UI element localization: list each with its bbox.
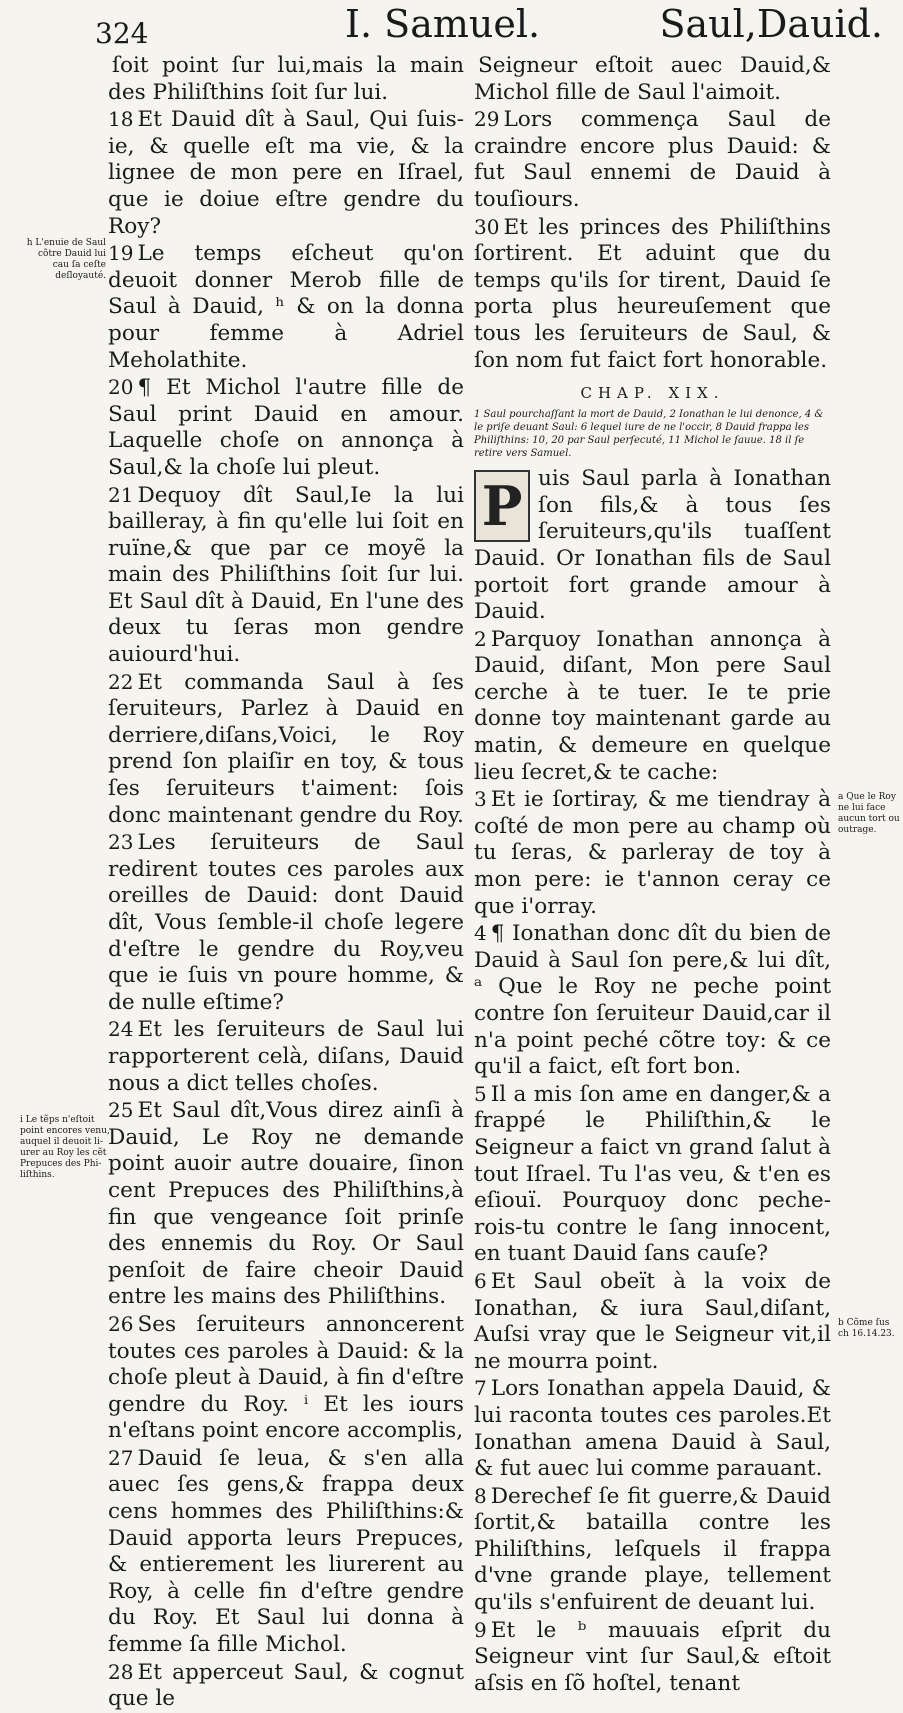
verse: ſoit point ſur lui,mais la main des Philiſthins ſoit ſur lui.	[108, 53, 464, 105]
verse-23: 23 Les ſeruiteurs de Saul redirent toutes ces paroles aux oreilles de Dauid: dont Dauid dît, Vous ſemble-il choſe legere d'eſtre le gendre du Roy,veu que ie ſuis vn poure homme, & de nulle eſtime?	[108, 830, 464, 1015]
dropcap-initial: P	[474, 470, 530, 542]
verse-2: 2 Parquoy Ionathan annonça à Dauid, diſant, Mon pere Saul cerche à te tuer. Ie te prie donne toy maintenant garde au matin, & demeure en quelque lieu ſecret,& te cache:	[474, 626, 831, 785]
verse-9: 9 Et le ᵇ mauuais eſprit du Seigneur vint ſur Saul,& eſtoit aſsis en ſõ hoſtel, tenant	[474, 1617, 831, 1696]
running-head: Saul,Dauid.	[659, 2, 883, 46]
margin-note-i: i Le tẽps n'eſtoit point encores venu, auquel il deuoit liurer au Roy les cẽt Prepuces des Philiſthins.	[20, 1115, 110, 1180]
chapter-title: CHAP. XIX.	[580, 384, 725, 403]
margin-note-a: a Que le Roy ne lui face aucun tort ou outrage.	[838, 792, 900, 835]
left-column	[108, 52, 464, 1713]
verse-26: 26 Ses ſeruiteurs annoncerent toutes ces paroles à Dauid: & la choſe pleut à Dauid, à fin d'eſtre gendre du Roy. ⁱ Et les iours n'eſtans point encore accomplis,	[108, 1311, 464, 1444]
right-column	[474, 52, 831, 1697]
verse-22: 22 Et commanda Saul à ſes ſeruiteurs, Parlez à Dauid en derriere,diſans,Voici, le Roy prend ſon plaiſir en toy, & tous ſes ſeruiteurs t'aiment: ſois donc maintenant gendre du Roy.	[108, 669, 464, 828]
verse: Seigneur eſtoit auec Dauid,& Michol fille de Saul l'aimoit.	[474, 53, 831, 105]
book-title: I. Samuel.	[345, 2, 541, 46]
verse-27: 27 Dauid ſe leua, & s'en alla auec ſes gens,& frappa deux cens hommes des Philiſthins:& Dauid apporta leurs Prepuces, & entierement les liurerent au Roy, à celle fin d'eſtre gendre du Roy. Et Saul lui donna à femme ſa fille Michol.	[108, 1445, 464, 1658]
verse-1: P uis Saul parla à Ionathan ſon fils,& à tous ſes ſeruiteurs,qu'ils tuaſſent Dauid. Or Ionathan fils de Saul portoit fort grande amour à Dauid.	[474, 466, 831, 625]
verse-7: 7 Lors Ionathan appela Dauid, & lui raconta toutes ces paroles.Et Ionathan amena Dauid à Saul, & fut auec lui comme parauant.	[474, 1376, 831, 1482]
margin-note-b: b Cõme ſus ch 16.14.23.	[838, 1318, 895, 1339]
verse-24: 24 Et les ſeruiteurs de Saul lui rapporterent celà, diſans, Dauid nous a dict telles choſes.	[108, 1017, 464, 1096]
verse-30: 30 Et les princes des Philiſthins ſortirent. Et aduint que du temps qu'ils ſor tirent, Dauid ſe porta plus heureuſement que tous les ſeruiteurs de Saul, & ſon nom fut faict fort honorable.	[474, 214, 831, 373]
chapter-summary: 1 Saul pourchaſſant la mort de Dauid, 2 Ionathan le lui denonce, 4 & le priſe deuant Saul: 6 lequel iure de ne l'occir, 8 Dauid frappa les Philiſthins: 10, 20 par Saul perſecuté, 11 Michol le ſauue. 18 il ſe retire vers Samuel.	[474, 409, 824, 460]
verse-6: 6 Et Saul obeït à la voix de Ionathan, & iura Saul,diſant, Auſsi vray que le Seigneur vit,il ne mourra point.	[474, 1268, 831, 1374]
page-number: 324	[95, 17, 149, 50]
verse-3: 3 Et ie ſortiray, & me tiendray à coſté de mon pere au champ où tu ſeras, & parleray de toy à mon pere: ie t'annon ceray ce que i'orray.	[474, 787, 831, 919]
verse-18: 18 Et Dauid dît à Saul, Qui ſuis-ie, & quelle eſt ma vie, & la lignee de mon pere en Iſrael, que ie doiue eſtre gendre du Roy?	[108, 107, 464, 239]
verse-4: 4 ¶ Ionathan donc dît du bien de Dauid à Saul ſon pere,& lui dît, ᵃ Que le Roy ne peche point contre ſon ſeruiteur Dauid,car il n'a point peché cõtre toy: & ce qu'il a faict, eſt fort bon.	[474, 921, 831, 1080]
verse-5: 5 Il a mis ſon ame en danger,& a frappé le Philiſthin,& le Seigneur a faict vn grand ſalut à tout Iſrael. Tu l'as veu, & t'en es eſiouï. Pourquoy donc pecherois-tu contre le ſang innocent, en tuant Dauid ſans cauſe?	[474, 1081, 831, 1267]
verse-28: 28 Et apperceut Saul, & cognut que le	[108, 1659, 464, 1712]
verse-8: 8 Derechef ſe fit guerre,& Dauid ſortit,& batailla contre les Philiſthins, leſquels il frappa d'vne grande playe, tellement qu'ils s'enfuirent de deuant lui.	[474, 1483, 831, 1616]
verse-20: 20 ¶ Et Michol l'autre fille de Saul print Dauid en amour. Laquelle choſe on annonça à Saul,& la choſe lui pleut.	[108, 375, 464, 480]
verse-19: 19 Le temps eſcheut qu'on deuoit donner Merob fille de Saul à Dauid, ʰ & on la donna pour femme à Adriel Meholathite.	[108, 241, 464, 373]
verse-21: 21 Dequoy dît Saul,Ie la lui bailleray, à fin qu'elle lui ſoit en ruïne,& que par ce moyẽ la main des Philiſthins ſoit ſur lui. Et Saul dît à Dauid, En l'une des deux tu ſeras mon gendre auiourd'hui.	[108, 482, 464, 668]
margin-note-h: h L'enuie de Saul cõtre Dauid lui cau ſa ceſte deſloyauté.	[26, 238, 106, 281]
verse-29: 29 Lors commença Saul de craindre encore plus Dauid: & fut Saul ennemi de Dauid à touſiours.	[474, 107, 831, 212]
verse-25: 25 Et Saul dît,Vous direz ainſi à Dauid, Le Roy ne demande point auoir autre douaire, ſinon cent Prepuces des Philiſthins,à fin que vengeance ſoit prinſe des ennemis du Roy. Or Saul penſoit de faire cheoir Dauid entre les mains des Philiſthins.	[108, 1098, 464, 1310]
